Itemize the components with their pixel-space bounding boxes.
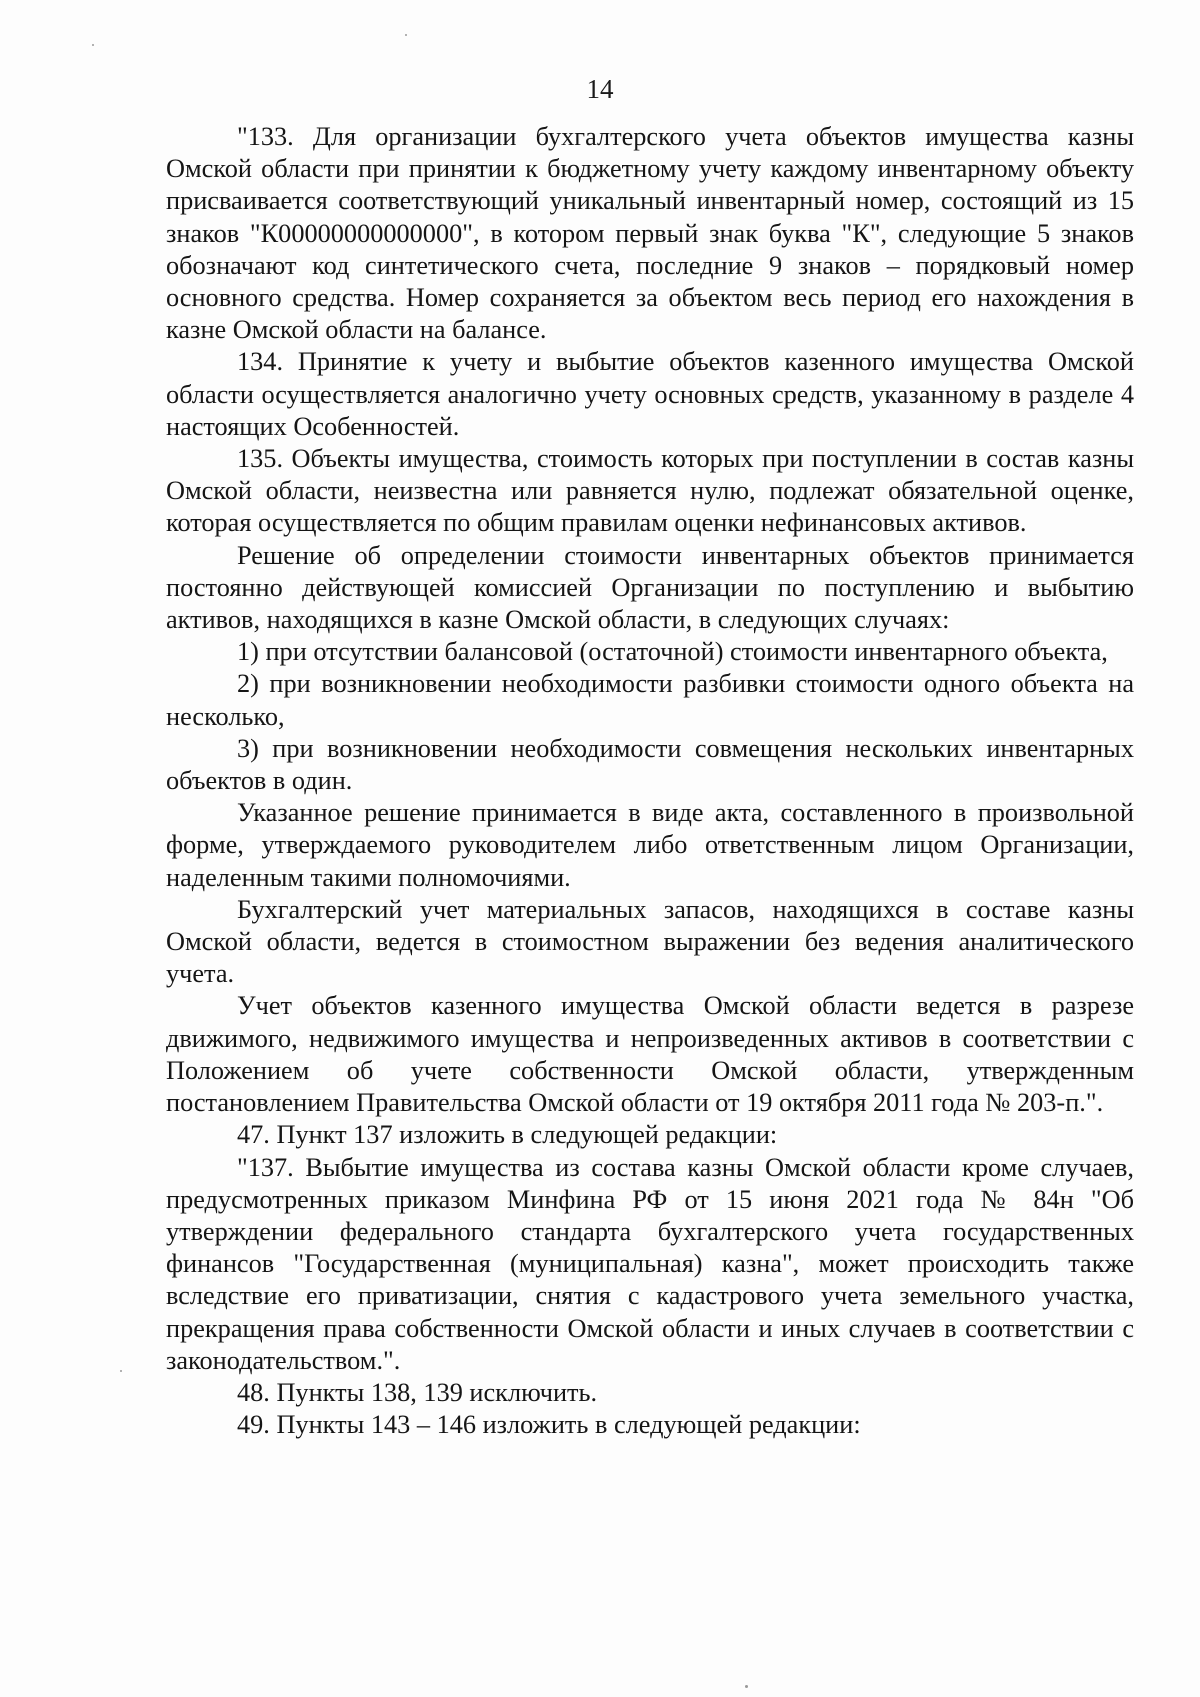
paragraph-135: 135. Объекты имущества, стоимость которых при поступлении в состав казны Омской области, неизвестна или равняется нулю, подлежат обязательной оценке, которая осуществляется по общим правилам оценки нефинансовых активов. bbox=[166, 444, 1134, 538]
paragraph-material-stocks: Бухгалтерский учет материальных запасов, находящихся в составе казны Омской области, ведется в стоимостном выражении без ведения аналитического учета. bbox=[166, 894, 1134, 989]
list-item-2: 2) при возникновении необходимости разбивки стоимости одного объекта на несколько, bbox=[166, 669, 1134, 731]
scan-speck bbox=[120, 1370, 122, 1372]
scan-speck bbox=[745, 1685, 748, 1688]
list-item-3: 3) при возникновении необходимости совмещения нескольких инвентарных объектов в один. bbox=[166, 733, 1134, 796]
paragraph-48: 48. Пункты 138, 139 исключить. bbox=[237, 1377, 598, 1407]
paragraph-valuation-decision: Решение об определении стоимости инвентарных объектов принимается постоянно действующей комиссией Организации по поступлению и выбытию активов, находящихся в казне Омской области, в следующих случаях: bbox=[166, 540, 1134, 635]
paragraph-134: 134. Принятие к учету и выбытие объектов казенного имущества Омской области осуществляется аналогично учету основных средств, указанному в разделе 4 настоящих Особенностей. bbox=[166, 347, 1134, 441]
paragraph-137: "137. Выбытие имущества из состава казны Омской области кроме случаев, предусмотренных приказом Минфина РФ от 15 июня 2021 года № 84н "Об утверждении федерального стандарта бухгалтерского учета государственных финансов "Государственная (муниципальная) казна", может происходить также вследствие его приватизации, снятия с кадастрового учета земельного участка, прекращения права собственности Омской области и иных случаев в соответствии с законодательством.". bbox=[166, 1152, 1134, 1375]
paragraph-49: 49. Пункты 143 – 146 изложить в следующей редакции: bbox=[237, 1410, 861, 1440]
paragraph-act-form: Указанное решение принимается в виде акта, составленного в произвольной форме, утверждаемого руководителем либо ответственным лицом Организации, наделенным такими полномочиями. bbox=[166, 798, 1134, 892]
paragraph-property-accounting: Учет объектов казенного имущества Омской области ведется в разрезе движимого, недвижимого имущества и непроизведенных активов в соответствии с Положением об учете собственности Омской области, утвержденным постановлением Правительства Омской области от 19 октября 2011 года № 203-п.". bbox=[166, 991, 1134, 1118]
page-number: 14 bbox=[586, 74, 614, 104]
scan-speck bbox=[92, 44, 94, 46]
document-body bbox=[166, 121, 1134, 1441]
paragraph-133: "133. Для организации бухгалтерского учета объектов имущества казны Омской области при принятии к бюджетному учету каждому инвентарному объекту присваивается соответствующий уникальный инвентарный номер, состоящий из 15 знаков "К00000000000000", в котором первый знак буква "К", следующие 5 знаков обозначают код синтетического счета, последние 9 знаков – порядковый номер основного средства. Номер сохраняется за объектом весь период его нахождения в казне Омской области на балансе. bbox=[166, 122, 1134, 345]
paragraph-47: 47. Пункт 137 изложить в следующей редакции: bbox=[237, 1120, 778, 1150]
scan-speck bbox=[405, 34, 407, 36]
list-item-1: 1) при отсутствии балансовой (остаточной) стоимости инвентарного объекта, bbox=[237, 637, 1108, 667]
